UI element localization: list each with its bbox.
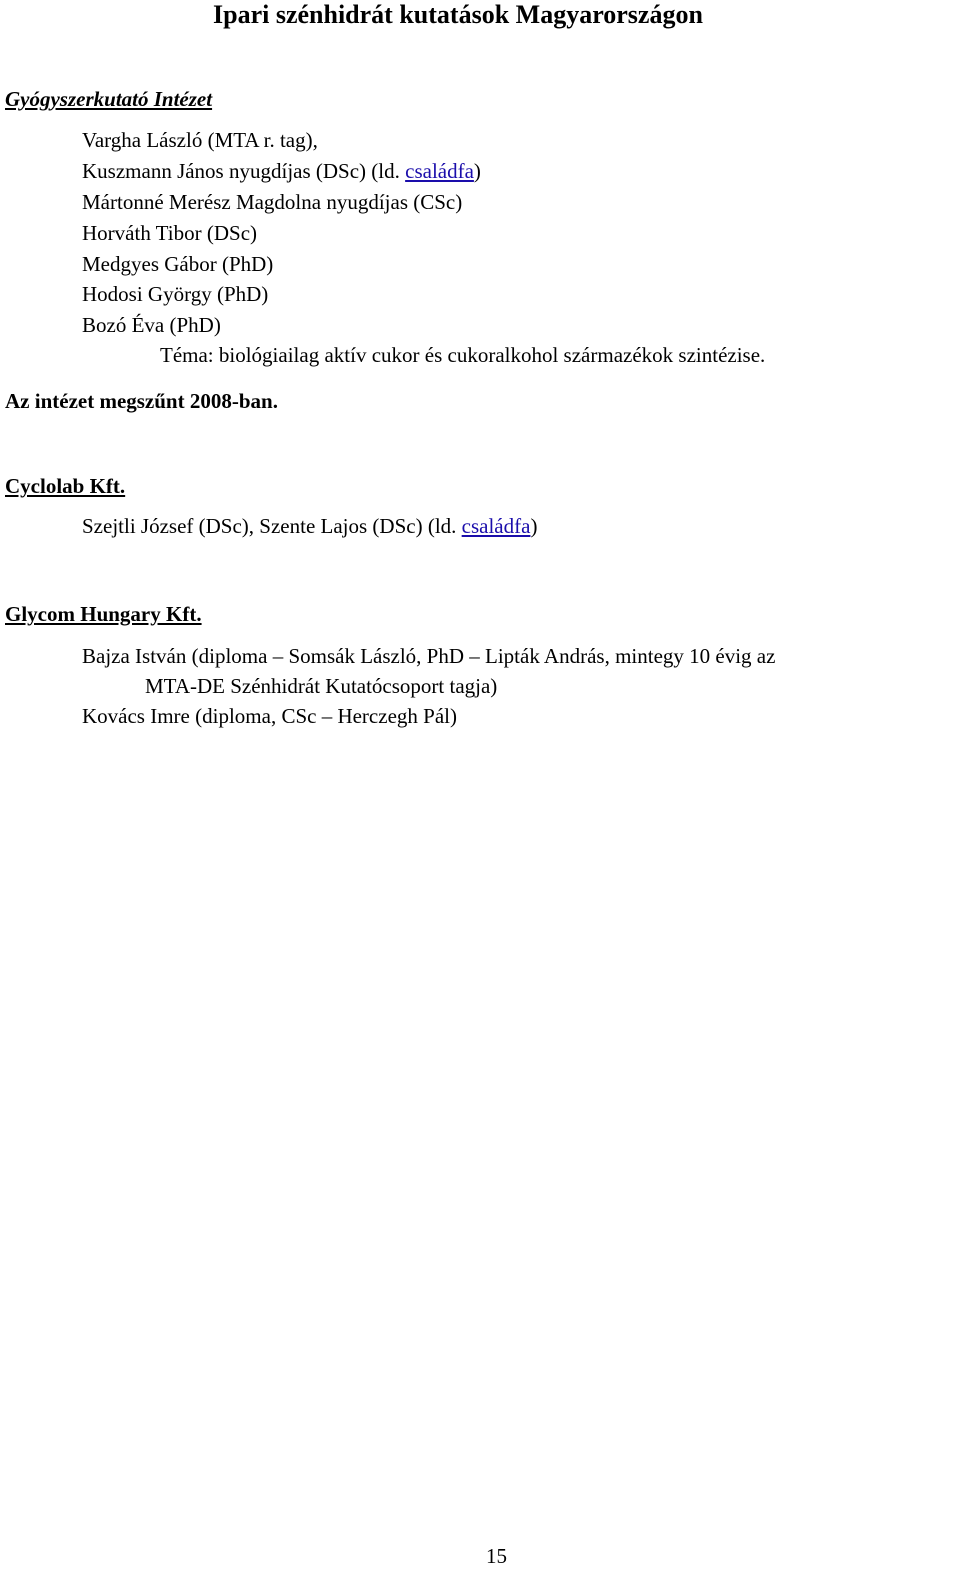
person-line-text: Szejtli József (DSc), Szente Lajos (DSc) (ld. [82,514,462,538]
person-line: Medgyes Gábor (PhD) [82,252,274,276]
person-line: Hodosi György (PhD) [82,282,269,306]
person-line-text: Kuszmann János nyugdíjas (DSc) (ld. [82,159,406,183]
person-line: Horváth Tibor (DSc) [82,221,258,245]
person-line: Mártonné Merész Magdolna nyugdíjas (CSc) [82,190,463,214]
person-line-with-link [82,161,481,182]
person-line-suffix: ) [530,514,538,538]
person-line-with-link [82,516,537,537]
person-line-suffix: ) [473,159,481,183]
csaladfa-link[interactable]: családfa [461,514,531,538]
csaladfa-link[interactable]: családfa [405,159,474,183]
section-heading-glycom: Glycom Hungary Kft. [5,602,202,626]
closure-note: Az intézet megszűnt 2008-ban. [5,389,278,413]
section-heading-gyogyszerkutato: Gyógyszerkutató Intézet [5,87,213,111]
research-topic: Téma: biológiailag aktív cukor és cukoralkohol származékok szintézise. [160,343,766,367]
page-number: 15 [486,1544,507,1568]
person-line: Bozó Éva (PhD) [82,313,221,337]
section-heading-cyclolab: Cyclolab Kft. [5,474,126,498]
person-line: Kovács Imre (diploma, CSc – Herczegh Pál) [82,704,457,728]
person-line: Vargha László (MTA r. tag), [82,128,318,152]
person-line: Bajza István (diploma – Somsák László, PhD – Lipták András, mintegy 10 évig az [82,644,776,668]
page-title: Ipari szénhidrát kutatások Magyarországon [213,0,703,29]
person-line-continuation: MTA-DE Szénhidrát Kutatócsoport tagja) [145,674,498,698]
